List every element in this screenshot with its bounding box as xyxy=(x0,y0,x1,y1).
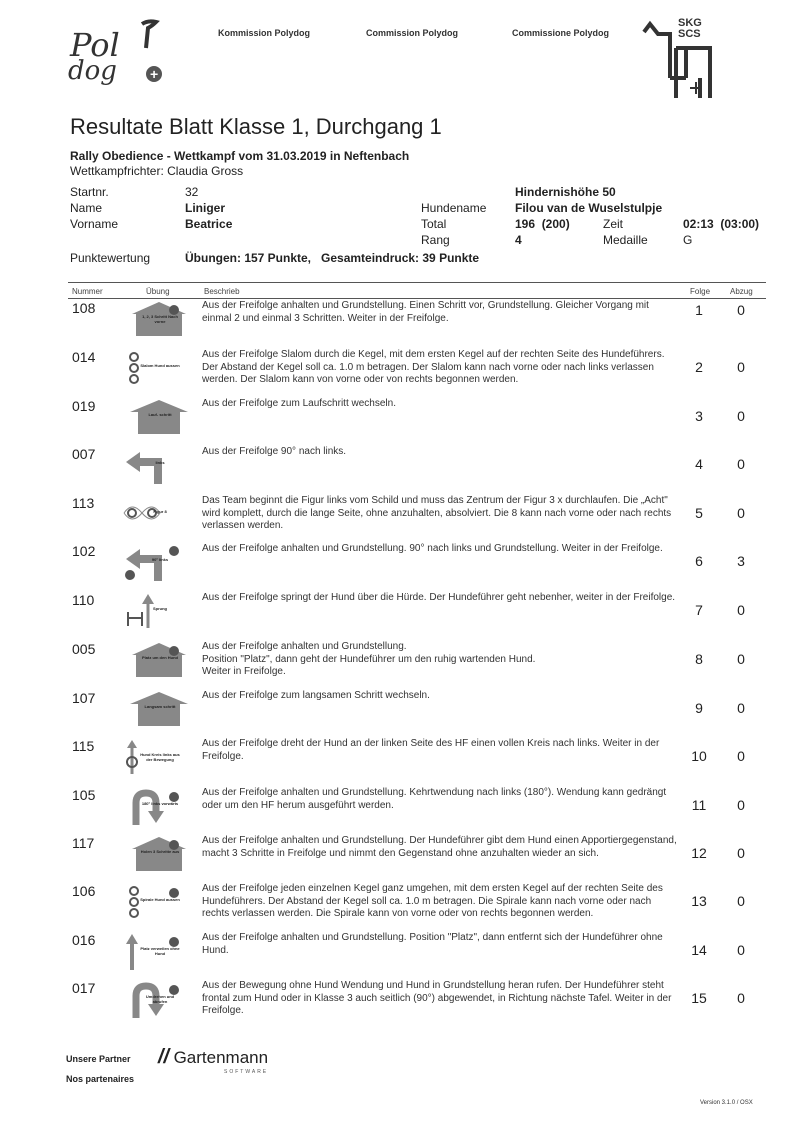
row-description: Aus der Bewegung ohne Hund Wendung und Hund in Grundstellung heran rufen. Der Hundeführer steht frontal zum Hund oder in Klasse 3 auch seitlich (90°) abgewendet, in Richtung nächste Tafel. Weiter in der Freifolge. xyxy=(202,980,672,1016)
row-number: 005 xyxy=(72,641,96,657)
row-abzug: 0 xyxy=(737,651,745,667)
row-folge: 3 xyxy=(695,408,703,424)
halt-sign-icon xyxy=(118,641,198,685)
polydog-logo xyxy=(64,18,174,88)
table-row xyxy=(0,690,800,738)
row-abzug: 0 xyxy=(737,302,745,318)
row-number: 110 xyxy=(72,592,95,608)
row-number: 106 xyxy=(72,883,96,899)
table-row xyxy=(0,932,800,980)
row-description: Aus der Freifolge anhalten und Grundstellung. Der Hundeführer gibt dem Hund einen Apportiergegenstand, macht 3 Schritte in Freifolge und nimmt den Gegenstand ohne anzuhalten wieder an sich. xyxy=(202,835,677,859)
row-description: Aus der Freifolge anhalten und Grundstellung. Kehrtwendung nach links (180°). Wendung kann gedrängt oder um den HF herum ausgeführt werden. xyxy=(202,787,667,811)
table-row xyxy=(0,495,800,543)
row-folge: 2 xyxy=(695,359,703,375)
table-row xyxy=(0,592,800,640)
row-description: Aus der Freifolge zum Laufschritt wechseln. xyxy=(202,398,396,409)
row-folge: 9 xyxy=(695,700,703,716)
version-text: Version 3.1.0 / OSX xyxy=(700,1100,753,1106)
name-label: Name xyxy=(70,201,103,215)
commission-it: Commissione Polydog xyxy=(512,28,610,38)
turn-left-icon xyxy=(118,446,198,490)
table-row xyxy=(0,543,800,591)
commission-de: Kommission Polydog xyxy=(218,28,311,38)
row-number: 115 xyxy=(72,738,95,754)
row-folge: 14 xyxy=(691,942,707,958)
hundename-label: Hundename xyxy=(421,201,487,215)
row-description: Aus der Freifolge zum langsamen Schritt wechseln. xyxy=(202,690,430,701)
arrow-up-icon xyxy=(118,690,198,734)
row-number: 007 xyxy=(72,446,96,462)
row-folge: 11 xyxy=(691,797,707,813)
vorname-value: Beatrice xyxy=(185,217,233,231)
row-abzug: 0 xyxy=(737,845,745,861)
judge-line: Wettkampfrichter: Claudia Gross xyxy=(70,164,244,178)
row-description: Das Team beginnt die Figur links vom Schild und muss das Zentrum der Figur 3 x durchlaufen. Die „Acht" wird komplett, durch die lange Seite, ohne anzuhalten, absolviert. Die 8 kann nach vorne oder nach rechts verlassen werden. xyxy=(202,495,672,531)
row-number: 019 xyxy=(72,398,96,414)
arrow-up-halt-icon xyxy=(118,932,198,976)
skg-logo-text: SKG SCS xyxy=(678,17,702,40)
row-number: 105 xyxy=(72,787,96,803)
row-number: 108 xyxy=(72,300,96,316)
row-folge: 10 xyxy=(691,748,707,764)
name-value: Liniger xyxy=(185,201,226,215)
row-number: 117 xyxy=(72,835,95,851)
row-description: Aus der Freifolge anhalten und Grundstellung. Position "Platz", dann entfernt sich der Hundeführer ohne Hund. xyxy=(202,932,663,956)
arrow-up-icon xyxy=(118,398,198,442)
u-turn-icon xyxy=(118,980,198,1024)
medaille-value: G xyxy=(683,233,693,247)
icon-label: Slalom Hund aussen xyxy=(140,363,180,368)
table-row xyxy=(0,883,800,931)
row-description: Aus der Freifolge jeden einzelnen Kegel ganz umgehen, mit dem ersten Kegel auf der rechten Seite des Hundeführers. Der Abstand der Kegel soll ca. 1.0 m betragen. Die Spirale kann nach vorne oder nach rechts verlassen werden. Die Spirale kann von vorne oder von rechts begonnen werden. xyxy=(202,883,663,919)
icon-label: Figur 8 xyxy=(153,509,167,514)
icon-label: links xyxy=(155,460,165,465)
icon-label: Holen 3 Schritte aus xyxy=(140,849,180,854)
gartenmann-name: Gartenmann xyxy=(173,1048,269,1067)
row-folge: 4 xyxy=(695,456,703,472)
row-abzug: 0 xyxy=(737,408,745,424)
table-row xyxy=(0,300,800,348)
figure-eight-icon xyxy=(118,495,198,539)
col-header-folge: Folge xyxy=(690,287,711,296)
table-row xyxy=(0,980,800,1028)
logo-text-pol: Pol xyxy=(70,26,120,64)
table-row xyxy=(0,641,800,689)
icon-label: Sprung xyxy=(153,606,167,611)
icon-label: Spirale Hund aussen xyxy=(140,897,180,902)
table-row xyxy=(0,398,800,446)
commission-fr: Commission Polydog xyxy=(366,28,459,38)
table-row xyxy=(0,446,800,494)
punkte-value: Übungen: 157 Punkte, Gesamteindruck: 39 Punkte xyxy=(185,251,480,265)
row-abzug: 0 xyxy=(737,505,745,521)
hindernis-value: Hindernishöhe 50 xyxy=(515,185,616,199)
skg-logo xyxy=(640,18,730,98)
vorname-label: Vorname xyxy=(70,217,119,231)
table-row xyxy=(0,835,800,883)
turn-left-halt-icon xyxy=(118,543,198,587)
icon-label: 90° links xyxy=(151,557,169,562)
u-turn-icon xyxy=(118,787,198,831)
row-abzug: 0 xyxy=(737,456,745,472)
row-abzug: 0 xyxy=(737,359,745,375)
punkte-label: Punktewertung xyxy=(70,251,151,265)
row-folge: 8 xyxy=(695,651,703,667)
row-number: 017 xyxy=(72,980,96,996)
row-description: Aus der Freifolge anhalten und Grundstellung. Position "Platz", dann geht der Hundeführer um den ruhig wartenden Hund. Weiter in Freifolge. xyxy=(202,641,536,677)
row-description: Aus der Freifolge anhalten und Grundstellung. 90° nach links und Grundstellung. Weiter in der Freifolge. xyxy=(202,543,663,554)
row-folge: 12 xyxy=(691,845,707,861)
table-header-rule xyxy=(68,298,766,299)
medaille-label: Medaille xyxy=(603,233,648,247)
row-abzug: 3 xyxy=(737,553,745,569)
row-folge: 1 xyxy=(695,302,703,318)
gartenmann-logo: // Gartenmann SOFTWARE xyxy=(158,1046,269,1075)
icon-label: Umdrehen und abrufen xyxy=(145,994,175,1004)
row-description: Aus der Freifolge anhalten und Grundstellung. Einen Schritt vor, Grundstellung. Gleicher Vorgang mit einmal 2 und einmal 3 Schritten. Weiter in der Freifolge. xyxy=(202,300,649,324)
page-title: Resultate Blatt Klasse 1, Durchgang 1 xyxy=(70,114,442,139)
logo-text-dog: dog xyxy=(68,56,117,86)
icon-label: Platz verweilen ohne Hund xyxy=(140,946,180,956)
row-abzug: 0 xyxy=(737,748,745,764)
row-number: 102 xyxy=(72,543,96,559)
row-description: Aus der Freifolge Slalom durch die Kegel, mit dem ersten Kegel auf der rechten Seite des Hundeführers. Der Abstand der Kegel soll ca. 1.0 m betragen. Der Slalom kann nach vorne oder nach links verlassen werden. Der Slalom kann von vorne oder von rechts begonnen werden. xyxy=(202,349,665,385)
zeit-value: 02:13 (03:00) xyxy=(683,217,760,231)
row-number: 016 xyxy=(72,932,96,948)
row-number: 113 xyxy=(72,495,95,511)
icon-label: Lauf- schritt xyxy=(148,412,172,417)
icon-label: Langsam schritt xyxy=(144,704,176,709)
event-line: Rally Obedience - Wettkampf vom 31.03.2019 in Neftenbach xyxy=(70,149,410,163)
icon-label: Hund Kreis links aus der Bewegung xyxy=(140,752,180,762)
hundename-value: Filou van de Wuselstulpje xyxy=(515,201,663,215)
col-header-nummer: Nummer xyxy=(72,287,103,296)
row-abzug: 0 xyxy=(737,700,745,716)
row-folge: 7 xyxy=(695,602,703,618)
circle-arrow-icon xyxy=(118,738,198,782)
halt-sign-icon xyxy=(118,835,198,879)
col-header-abzug: Abzug xyxy=(730,287,753,296)
table-row xyxy=(0,738,800,786)
rang-label: Rang xyxy=(421,233,450,247)
jump-icon xyxy=(118,592,198,636)
row-folge: 6 xyxy=(695,553,703,569)
partner-label-de: Unsere Partner xyxy=(66,1054,131,1064)
gartenmann-sub: SOFTWARE xyxy=(224,1069,269,1075)
col-header-beschrieb: Beschrieb xyxy=(204,287,240,296)
zeit-label: Zeit xyxy=(603,217,624,231)
icon-label: 1, 2, 3 Schritt Nach vorne xyxy=(142,314,178,324)
row-abzug: 0 xyxy=(737,893,745,909)
row-folge: 5 xyxy=(695,505,703,521)
row-abzug: 0 xyxy=(737,797,745,813)
row-abzug: 0 xyxy=(737,602,745,618)
table-row xyxy=(0,349,800,397)
partner-label-fr: Nos partenaires xyxy=(66,1074,135,1084)
table-row xyxy=(0,787,800,835)
icon-label: Platz um den Hund xyxy=(142,655,178,660)
col-header-uebung: Übung xyxy=(146,287,170,296)
rang-value: 4 xyxy=(515,233,522,247)
icon-label: 180° links vorwärts xyxy=(141,801,179,806)
slalom-icon xyxy=(118,349,198,393)
row-number: 014 xyxy=(72,349,96,365)
row-abzug: 0 xyxy=(737,942,745,958)
total-value: 196 (200) xyxy=(515,217,570,231)
spiral-icon xyxy=(118,883,198,927)
table-top-rule xyxy=(68,282,766,283)
row-description: Aus der Freifolge 90° nach links. xyxy=(202,446,347,457)
row-description: Aus der Freifolge dreht der Hund an der linken Seite des HF einen vollen Kreis nach links. Weiter in der Freifolge. xyxy=(202,738,660,762)
startnr-label: Startnr. xyxy=(70,185,109,199)
halt-sign-icon xyxy=(118,300,198,344)
row-folge: 15 xyxy=(691,990,707,1006)
total-label: Total xyxy=(421,217,447,231)
svg-text:+: + xyxy=(150,66,159,82)
row-abzug: 0 xyxy=(737,990,745,1006)
row-description: Aus der Freifolge springt der Hund über die Hürde. Der Hundeführer geht nebenher, weiter in der Freifolge. xyxy=(202,592,676,603)
row-folge: 13 xyxy=(691,893,707,909)
startnr-value: 32 xyxy=(185,185,199,199)
row-number: 107 xyxy=(72,690,96,706)
